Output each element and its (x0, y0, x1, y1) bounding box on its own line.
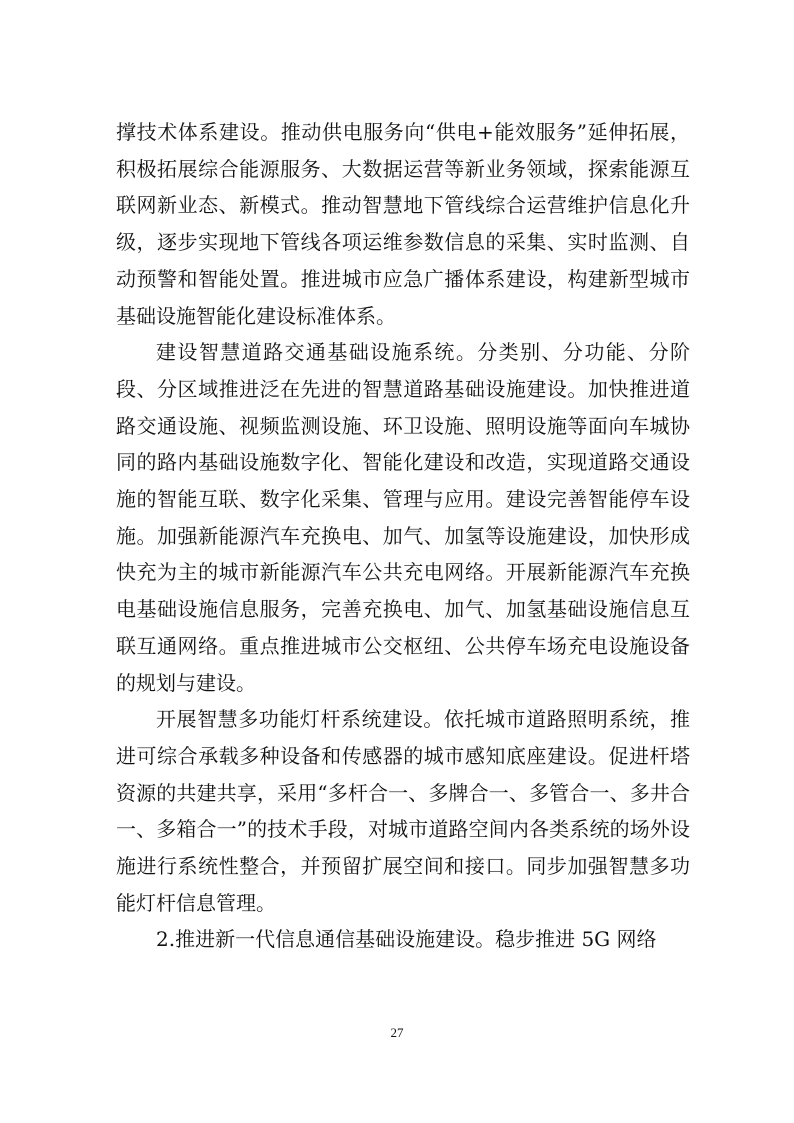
page-number: 27 (390, 1025, 404, 1040)
paragraph-smart-road-transport: 建设智慧道路交通基础设施系统。分类别、分功能、分阶段、分区域推进泛在先进的智慧道路基础设施建设。加快推进道路交通设施、视频监测设施、环卫设施、照明设施等面向车城协同的路内基础设施数字化、智能化建设和改造，实现道路交通设施的智能互联、数字化采集、管理与应用。建设完善智能停车设施。加强新能源汽车充换电、加气、加氢等设施建设，加快形成快充为主的城市新能源汽车公共充电网络。开展新能源汽车充换电基础设施信息服务，完善充换电、加气、加氢基础设施信息互联互通网络。重点推进城市公交枢纽、公共停车场充电设施设备的规划与建设。 (116, 340, 690, 695)
paragraph-ict-infrastructure: 2.推进新一代信息通信基础设施建设。稳步推进 5G 网络 (156, 927, 657, 952)
paragraph-continued: 撑技术体系建设。推动供电服务向“供电+能效服务”延伸拓展，积极拓展综合能源服务、大数据运营等新业务领域，探索能源互联网新业态、新模式。推动智慧地下管线综合运营维护信息化升级，逐步实现地下管线各项运维参数信息的采集、实时监测、自动预警和智能处置。推进城市应急广播体系建设，构建新型城市基础设施智能化建设标准体系。 (116, 120, 690, 328)
body-text (116, 114, 690, 958)
paragraph-smart-light-pole: 开展智慧多功能灯杆系统建设。依托城市道路照明系统，推进可综合承载多种设备和传感器的城市感知底座建设。促进杆塔资源的共建共享，采用“多杆合一、多牌合一、多管合一、多井合一、多箱合一”的技术手段，对城市道路空间内各类系统的场外设施进行系统性整合，并预留扩展空间和接口。同步加强智慧多功能灯杆信息管理。 (116, 707, 690, 915)
